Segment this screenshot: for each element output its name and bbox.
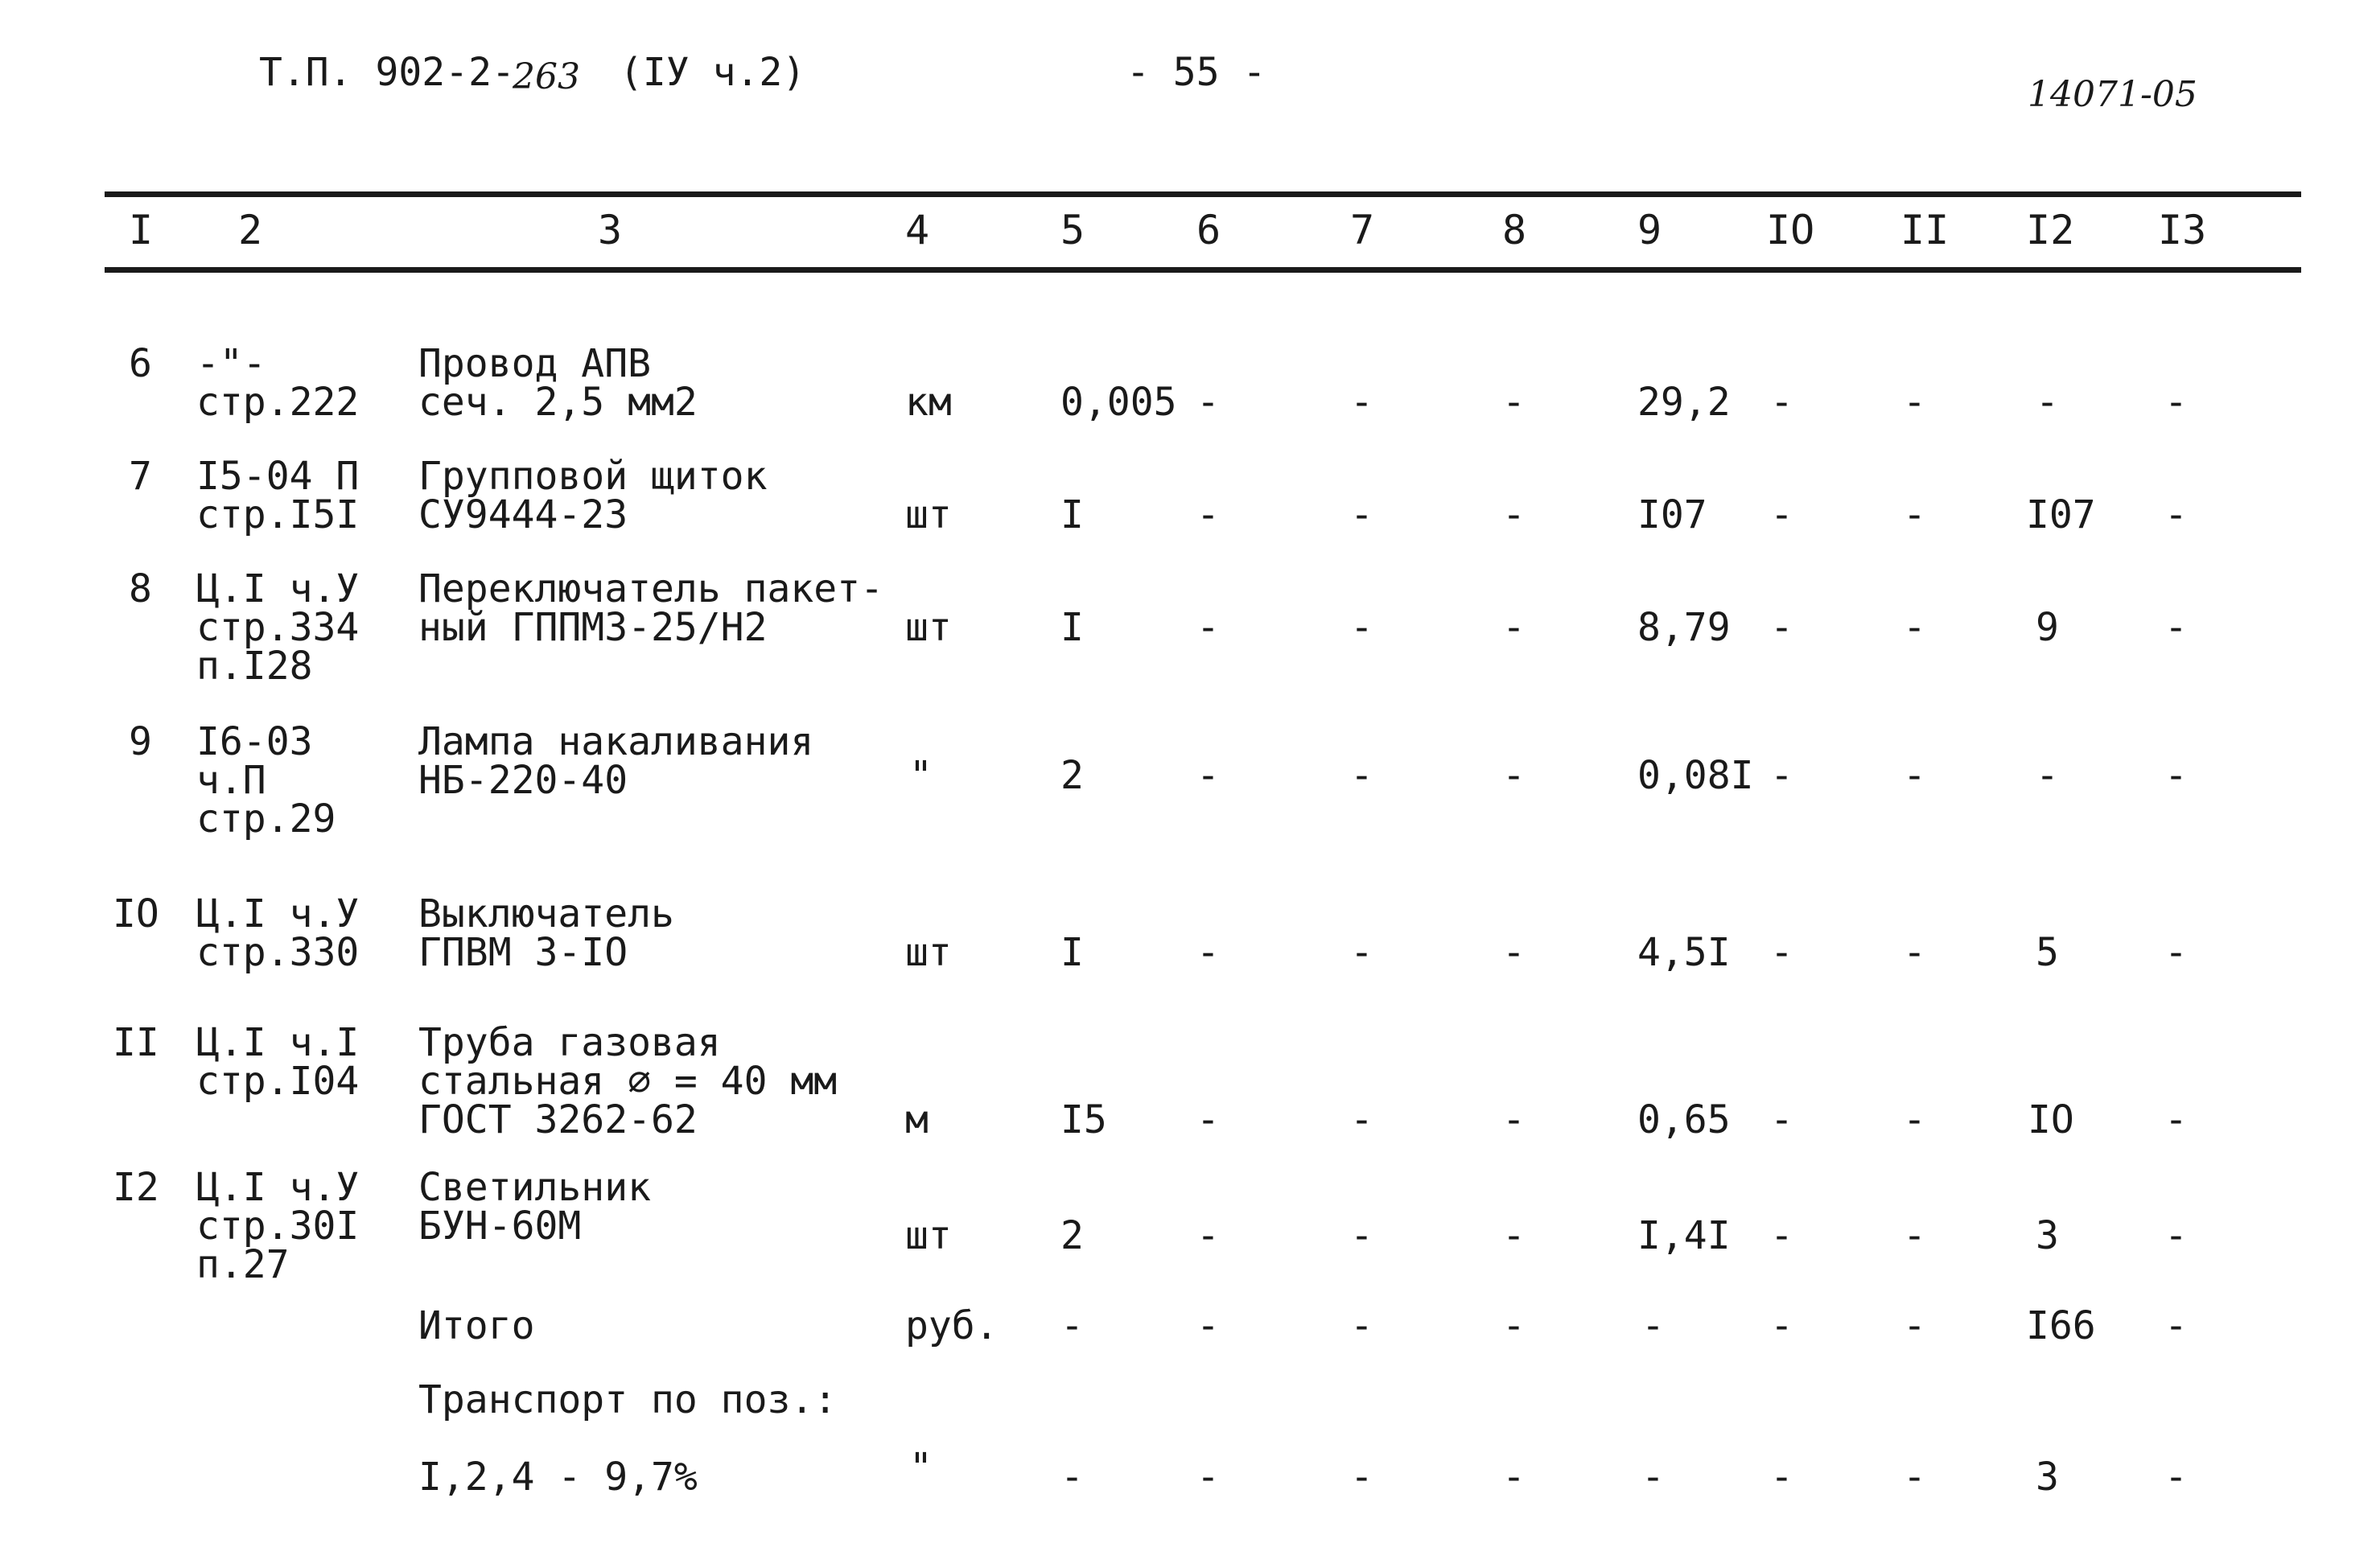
row-source-line: стр.330 — [196, 930, 360, 975]
total-col12: I66 — [2026, 1303, 2096, 1348]
row-col6: - — [1196, 492, 1220, 537]
row-position: IO — [113, 891, 159, 936]
transport-col10: - — [1770, 1455, 1793, 1500]
document-reference-handwritten-number: 263 — [513, 56, 580, 97]
row-col11: - — [1903, 605, 1926, 650]
row-col12: - — [2036, 380, 2059, 425]
row-col13: - — [2164, 380, 2188, 425]
row-col6: - — [1196, 753, 1220, 798]
row-price: 8,79 — [1637, 605, 1731, 650]
row-name-line: ный ГППМ3-25/Н2 — [418, 605, 768, 650]
row-col10: - — [1770, 930, 1793, 975]
row-price: 0,65 — [1637, 1097, 1731, 1142]
row-quantity: I — [1060, 930, 1084, 975]
row-col12: 9 — [2036, 605, 2059, 650]
column-number: 5 — [1060, 207, 1085, 253]
total-unit: руб. — [905, 1303, 999, 1348]
row-col13: - — [2164, 753, 2188, 798]
row-col8: - — [1502, 380, 1526, 425]
transport-label: I,2,4 - 9,7% — [418, 1455, 698, 1500]
row-name-line: ГПВМ 3-IO — [418, 930, 628, 975]
row-col8: - — [1502, 605, 1526, 650]
row-source-line: -"- — [196, 341, 266, 386]
row-col7: - — [1350, 753, 1373, 798]
transport-col12: 3 — [2036, 1455, 2059, 1500]
row-col11: - — [1903, 380, 1926, 425]
column-number: I3 — [2158, 207, 2207, 253]
row-unit: м — [905, 1097, 929, 1142]
row-name-line: сеч. 2,5 мм2 — [418, 380, 698, 425]
row-quantity: I — [1060, 492, 1084, 537]
row-name-line: ГОСТ 3262-62 — [418, 1097, 698, 1142]
document-part: (IУ ч.2) — [620, 50, 806, 95]
total-quantity: - — [1060, 1303, 1084, 1348]
total-col6: - — [1196, 1303, 1220, 1348]
row-col13: - — [2164, 1213, 2188, 1258]
row-col10: - — [1770, 605, 1793, 650]
row-position: 7 — [129, 454, 152, 499]
row-col12: 5 — [2036, 930, 2059, 975]
row-col11: - — [1903, 1213, 1926, 1258]
column-number: 6 — [1196, 207, 1221, 253]
column-number: 9 — [1637, 207, 1662, 253]
row-col8: - — [1502, 1097, 1526, 1142]
column-number: I2 — [2026, 207, 2075, 253]
transport-unit-ditto: " — [909, 1445, 933, 1490]
row-price: I07 — [1637, 492, 1707, 537]
transport-price: - — [1641, 1455, 1665, 1500]
row-source-line: Ц.I ч.У — [196, 891, 360, 936]
total-col7: - — [1350, 1303, 1373, 1348]
row-col13: - — [2164, 930, 2188, 975]
transport-col11: - — [1903, 1455, 1926, 1500]
row-col7: - — [1350, 492, 1373, 537]
table-top-rule — [105, 191, 2301, 197]
row-name-line: Групповой щиток — [418, 454, 768, 499]
row-name-line: стальная ⌀ = 40 мм — [418, 1059, 838, 1104]
row-price: I,4I — [1637, 1213, 1731, 1258]
row-source-line: п.I28 — [196, 644, 313, 689]
total-col10: - — [1770, 1303, 1793, 1348]
row-col6: - — [1196, 1213, 1220, 1258]
column-number: 4 — [905, 207, 930, 253]
row-col10: - — [1770, 753, 1793, 798]
column-number: II — [1900, 207, 1950, 253]
total-col13: - — [2164, 1303, 2188, 1348]
row-name-line: Светильник — [418, 1165, 651, 1210]
row-source-line: Ц.I ч.I — [196, 1020, 360, 1065]
row-quantity: I — [1060, 605, 1084, 650]
transport-title: Транспорт по поз.: — [418, 1377, 838, 1422]
row-col8: - — [1502, 1213, 1526, 1258]
row-name-line: Провод АПВ — [418, 341, 651, 386]
row-source-line: стр.334 — [196, 605, 360, 650]
row-name-line: Труба газовая — [418, 1020, 721, 1065]
row-name-line: БУН-60М — [418, 1204, 582, 1249]
document-reference: Т.П. 902-2- — [259, 50, 515, 95]
row-col13: - — [2164, 492, 2188, 537]
row-quantity: 2 — [1060, 753, 1084, 798]
row-col11: - — [1903, 753, 1926, 798]
row-position: 8 — [129, 566, 152, 611]
row-position: I2 — [113, 1165, 159, 1210]
row-col6: - — [1196, 930, 1220, 975]
row-quantity: 2 — [1060, 1213, 1084, 1258]
row-source-line: стр.30I — [196, 1204, 360, 1249]
row-col10: - — [1770, 1097, 1793, 1142]
row-col6: - — [1196, 380, 1220, 425]
row-col6: - — [1196, 1097, 1220, 1142]
row-col7: - — [1350, 1213, 1373, 1258]
row-source-line: стр.I04 — [196, 1059, 360, 1104]
row-col6: - — [1196, 605, 1220, 650]
row-unit: шт — [905, 930, 952, 975]
total-price: - — [1641, 1303, 1665, 1348]
transport-col13: - — [2164, 1455, 2188, 1500]
row-quantity: 0,005 — [1060, 380, 1177, 425]
transport-quantity: - — [1060, 1455, 1084, 1500]
row-unit: шт — [905, 605, 952, 650]
row-col8: - — [1502, 930, 1526, 975]
total-col11: - — [1903, 1303, 1926, 1348]
row-col11: - — [1903, 492, 1926, 537]
row-source-line: стр.29 — [196, 796, 336, 842]
row-col8: - — [1502, 492, 1526, 537]
row-col12: - — [2036, 753, 2059, 798]
row-source-line: стр.222 — [196, 380, 360, 425]
row-col11: - — [1903, 1097, 1926, 1142]
transport-col8: - — [1502, 1455, 1526, 1500]
row-source-line: п.27 — [196, 1242, 290, 1287]
row-unit: шт — [905, 1213, 952, 1258]
row-unit: шт — [905, 492, 952, 537]
row-source-line: ч.П — [196, 758, 266, 803]
row-name-line: СУ9444-23 — [418, 492, 628, 537]
row-position: 9 — [129, 719, 152, 764]
row-name-line: Выключатель — [418, 891, 674, 936]
row-source-line: I5-04 П — [196, 454, 360, 499]
row-source-line: I6-03 — [196, 719, 313, 764]
row-name-line: НБ-220-40 — [418, 758, 628, 803]
row-col11: - — [1903, 930, 1926, 975]
row-col13: - — [2164, 1097, 2188, 1142]
row-col8: - — [1502, 753, 1526, 798]
row-price: 0,08I — [1637, 753, 1754, 798]
row-col12: 3 — [2036, 1213, 2059, 1258]
row-quantity: I5 — [1060, 1097, 1107, 1142]
column-number: 2 — [238, 207, 263, 253]
row-col12: I07 — [2026, 492, 2096, 537]
column-number: IO — [1766, 207, 1815, 253]
row-col7: - — [1350, 930, 1373, 975]
row-name-line: Лампа накаливания — [418, 719, 814, 764]
row-position: II — [113, 1020, 159, 1065]
column-number: I — [129, 207, 154, 253]
transport-col7: - — [1350, 1455, 1373, 1500]
total-col8: - — [1502, 1303, 1526, 1348]
row-col13: - — [2164, 605, 2188, 650]
row-source-line: Ц.I ч.У — [196, 566, 360, 611]
table-header-bottom-rule — [105, 267, 2301, 273]
row-name-line: Переключатель пакет- — [418, 566, 883, 611]
row-col7: - — [1350, 605, 1373, 650]
archive-code: 14071-05 — [2028, 74, 2197, 115]
row-col10: - — [1770, 492, 1793, 537]
total-label: Итого — [418, 1303, 535, 1348]
transport-col6: - — [1196, 1455, 1220, 1500]
row-source-line: Ц.I ч.У — [196, 1165, 360, 1210]
row-price: 29,2 — [1637, 380, 1731, 425]
row-position: 6 — [129, 341, 152, 386]
column-number: 3 — [598, 207, 623, 253]
page-number: - 55 - — [1126, 50, 1266, 95]
row-col7: - — [1350, 380, 1373, 425]
row-unit-ditto: " — [909, 753, 933, 798]
row-price: 4,5I — [1637, 930, 1731, 975]
row-source-line: стр.I5I — [196, 492, 360, 537]
row-col12: IO — [2028, 1097, 2074, 1142]
column-number: 8 — [1502, 207, 1527, 253]
row-unit: км — [905, 380, 952, 425]
row-col10: - — [1770, 1213, 1793, 1258]
column-number: 7 — [1350, 207, 1375, 253]
row-col7: - — [1350, 1097, 1373, 1142]
row-col10: - — [1770, 380, 1793, 425]
